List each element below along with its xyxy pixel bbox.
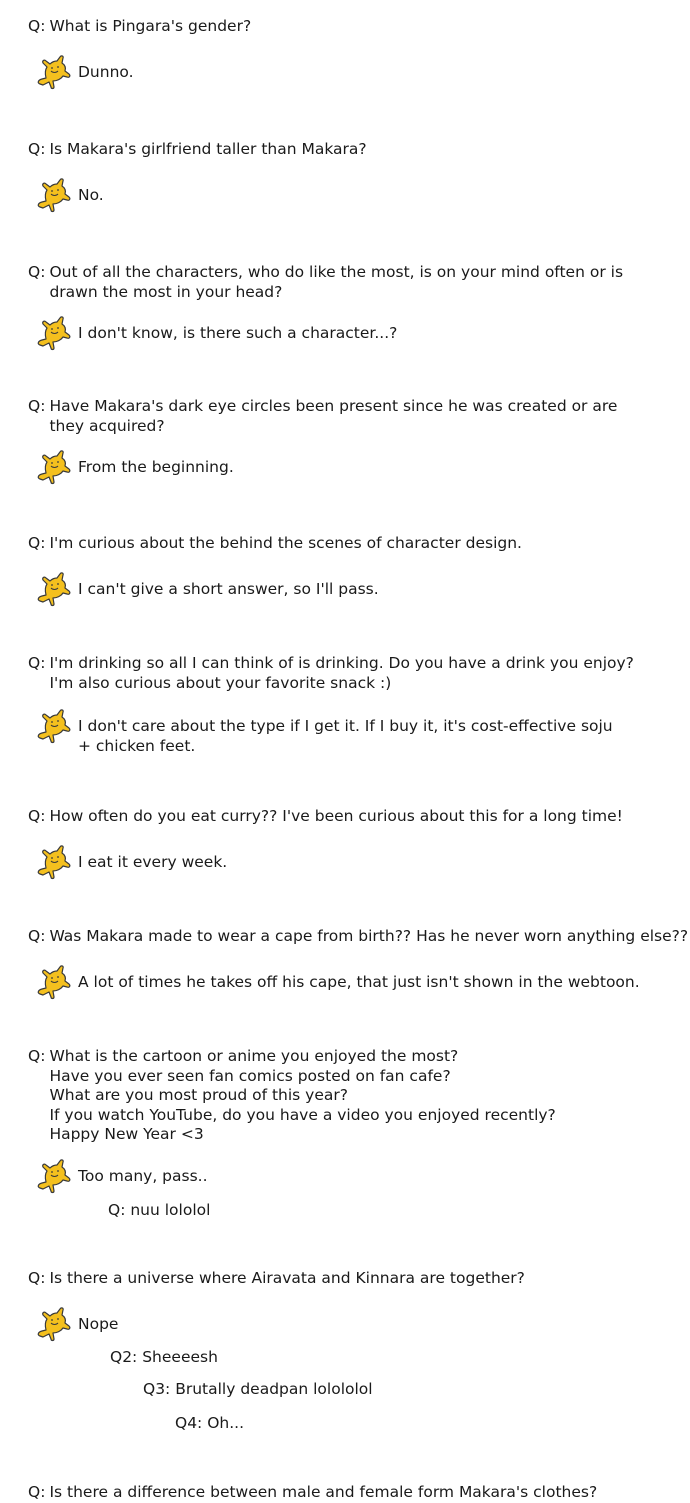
yellow-cat-mascot-icon <box>34 964 72 1002</box>
answer-text: Too many, pass.. <box>78 1167 208 1185</box>
yellow-cat-mascot-icon <box>34 177 72 215</box>
answer-text: Dunno. <box>78 63 134 81</box>
answer <box>34 852 227 882</box>
question-prefix: Q: <box>28 807 46 825</box>
question <box>28 17 251 37</box>
yellow-cat-mascot-icon <box>34 1306 72 1344</box>
yellow-cat-mascot-icon <box>34 54 72 92</box>
answer <box>34 1166 208 1196</box>
question-text: What are you most proud of this year? <box>49 1086 348 1104</box>
answer <box>34 185 104 215</box>
question-prefix: Q: <box>28 140 46 158</box>
question-text: What is Pingara's gender? <box>49 17 252 35</box>
question-prefix: Q: <box>28 654 46 672</box>
yellow-cat-mascot-icon <box>34 844 72 882</box>
question-text: What is the cartoon or anime you enjoyed the most? <box>49 1047 459 1065</box>
answer <box>34 579 379 609</box>
question-text: Out of all the characters, who do like the most, is on your mind often or is <box>49 263 624 281</box>
answer-text: A lot of times he takes off his cape, that just isn't shown in the webtoon. <box>78 973 640 991</box>
question <box>28 927 688 947</box>
question <box>28 654 634 693</box>
question <box>28 397 617 436</box>
answer <box>34 972 640 1002</box>
question <box>28 140 367 160</box>
question-text: How often do you eat curry?? I've been curious about this for a long time! <box>49 807 623 825</box>
follow-up-question: Q: nuu lololol <box>108 1201 211 1219</box>
question-prefix: Q: <box>28 17 46 35</box>
answer <box>34 62 134 92</box>
question-prefix: Q: <box>28 534 46 552</box>
question-text: drawn the most in your head? <box>49 282 283 301</box>
question-text: I'm also curious about your favorite snack :) <box>49 673 392 692</box>
answer-text: From the beginning. <box>78 458 234 476</box>
question-text: Have Makara's dark eye circles been present since he was created or are <box>49 397 618 415</box>
answer-text: No. <box>78 186 104 204</box>
follow-up-question: Q3: Brutally deadpan lolololol <box>143 1380 373 1398</box>
question-text: If you watch YouTube, do you have a video you enjoyed recently? <box>49 1105 556 1124</box>
question <box>28 807 623 827</box>
question <box>28 1047 556 1145</box>
question-prefix: Q: <box>28 397 46 415</box>
answer-text: I can't give a short answer, so I'll pass. <box>78 580 379 598</box>
question-text: Is Makara's girlfriend taller than Makara? <box>49 140 367 158</box>
answer-text: I don't care about the type if I get it. If I buy it, it's cost-effective soju <box>78 717 613 735</box>
yellow-cat-mascot-icon <box>34 1158 72 1196</box>
question <box>28 534 522 554</box>
answer <box>34 716 613 756</box>
question <box>28 1269 525 1289</box>
answer-text: Nope <box>78 1315 119 1333</box>
yellow-cat-mascot-icon <box>34 315 72 353</box>
question-text: they acquired? <box>49 416 165 435</box>
question-prefix: Q: <box>28 263 46 281</box>
yellow-cat-mascot-icon <box>34 708 72 746</box>
answer-text: I eat it every week. <box>78 853 228 871</box>
question-text: I'm curious about the behind the scenes of character design. <box>49 534 522 552</box>
answer <box>34 457 234 487</box>
question-text: Happy New Year <3 <box>49 1125 204 1143</box>
question-prefix: Q: <box>28 1269 46 1287</box>
follow-up-question: Q2: Sheeeesh <box>110 1348 218 1366</box>
question-text: Is there a universe where Airavata and Kinnara are together? <box>49 1269 525 1287</box>
question-text: Have you ever seen fan comics posted on fan cafe? <box>49 1066 451 1085</box>
question-text: I'm drinking so all I can think of is drinking. Do you have a drink you enjoy? <box>49 654 634 672</box>
yellow-cat-mascot-icon <box>34 571 72 609</box>
follow-up-question: Q4: Oh... <box>175 1414 245 1432</box>
question-prefix: Q: <box>28 1047 46 1065</box>
question-text: Is there a difference between male and female form Makara's clothes? <box>49 1483 598 1501</box>
question-text: Was Makara made to wear a cape from birth?? Has he never worn anything else?? <box>49 927 689 945</box>
answer <box>34 1314 118 1344</box>
answer-text: I don't know, is there such a character...? <box>78 324 398 342</box>
answer-text: + chicken feet. <box>78 736 196 755</box>
yellow-cat-mascot-icon <box>34 449 72 487</box>
answer <box>34 323 397 353</box>
question <box>28 263 623 302</box>
question-prefix: Q: <box>28 927 46 945</box>
question-prefix: Q: <box>28 1483 46 1501</box>
